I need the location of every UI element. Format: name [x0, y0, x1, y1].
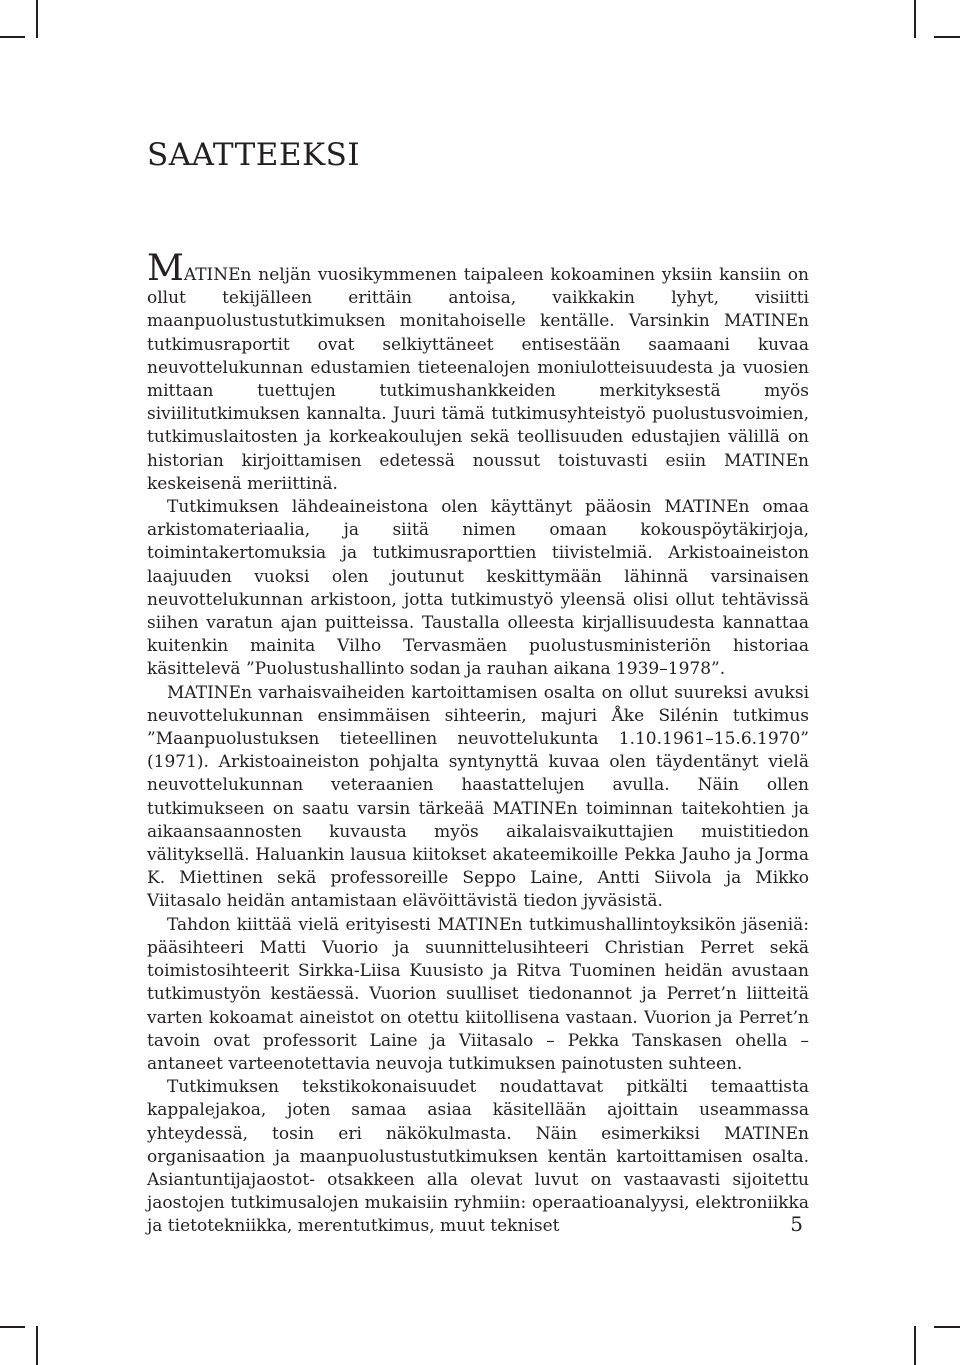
crop-mark	[0, 36, 25, 38]
crop-mark	[36, 0, 38, 38]
crop-mark	[934, 1326, 960, 1328]
crop-mark	[914, 1326, 916, 1365]
crop-mark	[934, 36, 960, 38]
page-number: 5	[790, 1212, 803, 1236]
paragraph	[147, 248, 809, 496]
paragraph: Tutkimuksen tekstikokonaisuudet noudattavat pitkälti temaattista kappalejakoa, joten samaa asiaa käsitellään ajoittain useammassa yhteydessä, tosin eri näkökulmasta. Näin esimerkiksi MATINEn organisaation ja maanpuolustustutkimuksen kentän kartoittamisen osalta. Asiantuntijajaostot- otsakkeen alla olevat luvut on vastaavasti sijoitettu jaostojen tutkimusalojen mukaisiin ryhmiin: operaatioanalyysi, elektroniikka ja tietotekniikka, merentutkimus, muut tekniset	[147, 1077, 809, 1237]
body-text	[147, 248, 809, 1239]
paragraph-text: ATINEn neljän vuosikymmenen taipaleen kokoaminen yksiin kansiin on ollut tekijälleen erittäin antoisa, vaikkakin lyhyt, visiitti maanpuolustustutkimuksen monitahoiselle kentälle. Varsinkin MATINEn tutkimusraportit ovat selkiyttäneet entisestään saamaani kuvaa neuvottelukunnan edustamien tieteenalojen moniulotteisuudesta ja vuosien mittaan tuettujen tutkimushankkeiden merkityksestä myös siviilitutkimuksen kannalta. Juuri tämä tutkimusyhteistyö puolustusvoimien, tutkimuslaitosten ja korkeakoulujen sekä teollisuuden edustajien välillä on historian kirjoittamisen edetessä noussut toistuvasti esiin MATINEn keskeisenä meriittinä.	[147, 265, 809, 494]
crop-mark	[0, 1326, 25, 1328]
paragraph: MATINEn varhaisvaiheiden kartoittamisen osalta on ollut suureksi avuksi neuvottelukunnan ensimmäisen sihteerin, majuri Åke Silénin tutkimus ”Maanpuolustuksen tieteellinen neuvottelukunta 1.10.1961–15.6.1970” (1971). Arkistoaineiston pohjalta syntynyttä kuvaa olen täydentänyt vielä neuvottelukunnan veteraanien haastattelujen avulla. Näin ollen tutkimukseen on saatu varsin tärkeää MATINEn toiminnan taitekohtien ja aikaansaannosten kuvausta myös aikalaisvaikuttajien muistitiedon välityksellä. Haluankin lausua kiitokset akateemikoille Pekka Jauho ja Jorma K. Miettinen sekä professoreille Seppo Laine, Antti Siivola ja Mikko Viitasalo heidän antamistaan elävöittävistä tiedon jyväsistä.	[147, 682, 809, 912]
crop-mark	[914, 0, 916, 38]
paragraph: Tutkimuksen lähdeaineistona olen käyttänyt pääosin MATINEn omaa arkistomateriaalia, ja siitä nimen omaan kokouspöytäkirjoja, toimintakertomuksia ja tutkimusraporttien tiivistelmiä. Arkistoaineiston laajuuden vuoksi olen joutunut keskittymään lähinnä varsinaisen neuvottelukunnan arkistoon, jotta tutkimustyö yleensä olisi ollut tehtävissä siihen varatun ajan puitteissa. Taustalla olleesta kirjallisuudesta kannattaa kuitenkin mainita Vilho Tervasmäen puolustusministeriön historiaa käsittelevä ”Puolustushallinto sodan ja rauhan aikana 1939–1978”.	[147, 497, 809, 680]
paragraph: Tahdon kiittää vielä erityisesti MATINEn tutkimushallintoyksikön jäseniä: pääsihteeri Matti Vuorio ja suunnittelusihteeri Christian Perret sekä toimistosihteerit Sirkka-Liisa Kuusisto ja Ritva Tuominen heidän avustaan tutkimustyön kestäessä. Vuorion suulliset tiedonannot ja Perret’n liitteitä varten kokoamat aineistot on otettu kiitollisena vastaan. Vuorion ja Perret’n tavoin ovat professorit Laine ja Viitasalo – Pekka Tanskasen ohella – antaneet varteenotettavia neuvoja tutkimuksen painotusten suhteen.	[147, 914, 809, 1074]
page-title: SAATTEEKSI	[147, 137, 361, 173]
crop-mark	[36, 1326, 38, 1365]
initial-letter: M	[147, 248, 184, 289]
